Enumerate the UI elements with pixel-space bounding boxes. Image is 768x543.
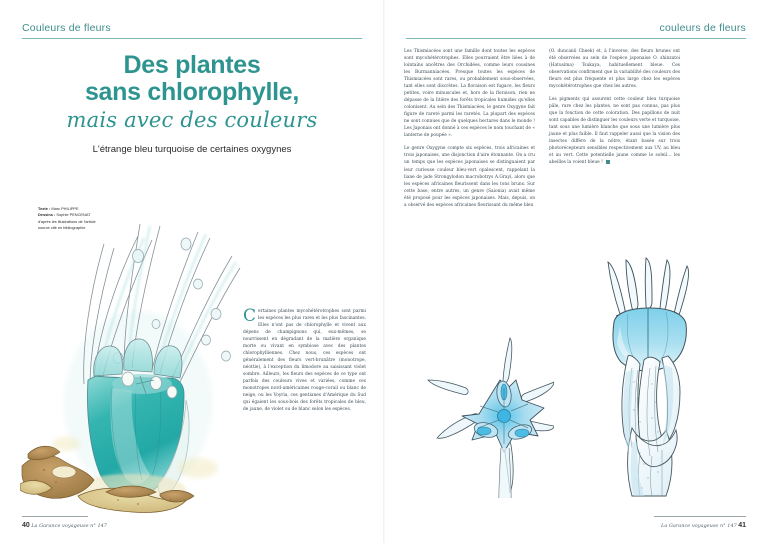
body-paragraph: Les Thismiacées sont une famille dont toutes les espèces sont mycohétérotrophes. Elles pourraient être liées à de lointains ancêtres des Orchidées, comme leurs cousines les Burmanniacées. Presque toutes les espèces de Thismiacées sont rares, ou probablement sous-observées, tant elles sont discrètes. La floraison est fugace, les fleurs petites, voire minuscules et, hors de la floraison, rien ne dépasse de la litière des forêts tropicales humides qu'elles colonisent. Au sein des Thismiacées, le genre Oxygyne fait figure de rareté parmi les raretés. La plupart des espèces ne sont connues que de quelques hectares dans le monde ! Les Japonais ont donné à ces espèces le nom touchant de « lanterne de poupée ». [404, 49, 535, 139]
title-line-1: Des plantes [123, 51, 261, 79]
article-title-block [18, 52, 366, 155]
header-rule-right [406, 38, 746, 39]
body-column-1 [243, 308, 366, 419]
body-paragraph: (O. duncanii Cheek) et, à l'inverse, des fleurs brunes ont été observées au sein de l'espèce japonaise O. shinzatoi (Hatusima) Tsukaya, habituellement bleue. Ces observations confirment que la variabilité des couleurs des fleurs est plus fréquente et plus large chez les espèces mycohétérotrophes que chez les autres. [549, 49, 680, 90]
credit-illustrator-label: Dessins : [38, 212, 56, 218]
article-subtitle: L'étrange bleu turquoise de certaines oxygynes [92, 144, 292, 156]
body-paragraph [243, 308, 366, 413]
body-column-3 [549, 48, 680, 167]
main-illustration [20, 218, 250, 514]
body-paragraph [549, 96, 680, 166]
credits-block [38, 206, 128, 232]
credit-author-value: Marc PHILIPPE [51, 206, 79, 211]
credit-author-label: Texte : [38, 206, 51, 211]
page-number-left: 40 [22, 522, 30, 529]
title-line-2: sans chlorophylle, [84, 78, 300, 106]
page-gutter [383, 0, 385, 543]
magazine-title-left: La Garance voyageuse n° 147 [31, 523, 107, 529]
drop-cap: C [243, 306, 257, 326]
body-text: ertaines plantes mycohétérotrophes sont parmi les espèces les plus rares et les plus fascinantes. Elles n'ont pas de chlorophylle et vivent aux dépens de champignons qui, eux-mêmes, se nourrissent en dégradant de la matière organique morte ou vivant en symbiose avec des plantes chlorophylliennes. Chez nous, ces espèces ont généralement des fleurs vert-brunâtre (monotrope, néottie), à l'exception du limodore au saisissant violet sombre. Ailleurs, les fleurs des espèces de ce type ont parfois des couleurs vives et variées, comme ces monotropes nord-américaines rouge-corail ou blanc de neige, ou les Voyria, ces gentianes d'Amérique du Sud qui égaient les sous-bois des forêts tropicales de bleu, de jaune, de violet ou de blanc selon les espèces. [243, 309, 366, 413]
tubular-flower-illustration [588, 252, 706, 500]
page-number-right: 41 [738, 522, 746, 529]
credit-note-2: source cité en bibliographie [38, 225, 86, 231]
footer-left [22, 522, 107, 529]
body-paragraph: Le genre Oxygyne compte six espèces, trois africaines et trois japonaises, une disjonction d'aire étonnante. On a cru un temps que les espèces japonaises se distinguaient par leur curieuse couleur bleu-vert opalescent, rappelant la liane de jade Strongylodon macrobotrys A.Grayi, alors que les espèces africaines fleurissent dans les tons bruns. Sur cette base, entre autres, un genre (Saionia) avait même été proposé pour les espèces japonaises. Mais, depuis, on a observé des espèces africaines fleurissant du même bleu [404, 146, 535, 208]
footer-right [661, 522, 746, 529]
footer-rule-right [654, 516, 746, 517]
running-head-right: couleurs de fleurs [659, 22, 746, 34]
body-text: Les pigments qui assurent cette couleur bleu turquoise pâle, rare chez les plantes, ne sont pas connus, pas plus que la fonction de cette coloration. Des papillons de nuit sont capables de distinguer les couleurs verte et turquoise, tant sous une lumière blanche que sous une lumière plus jaune et plus faible. Il faut rappeler aussi que la vision des insectes diffère de la nôtre, étant basée sur trois photorécepteurs sensibles respectivement aux UV, au bleu et au vert. Cette potentielle jaune comme le soleil… les abeilles la voient bleue ! [549, 97, 680, 166]
title-line-3-script: mais avec des couleurs [66, 108, 318, 132]
magazine-title-right: La Garance voyageuse n° 147 [661, 523, 737, 529]
running-head-left: Couleurs de fleurs [22, 22, 111, 34]
footer-rule-left [22, 516, 88, 517]
credit-note-1: d'après les illustrations de l'article [38, 218, 96, 224]
body-column-2 [404, 48, 535, 215]
credit-illustrator-value: Sophie PENCENAT [56, 212, 91, 218]
end-mark-icon [606, 160, 610, 164]
star-flower-illustration [404, 328, 554, 500]
header-rule-left [22, 38, 362, 39]
